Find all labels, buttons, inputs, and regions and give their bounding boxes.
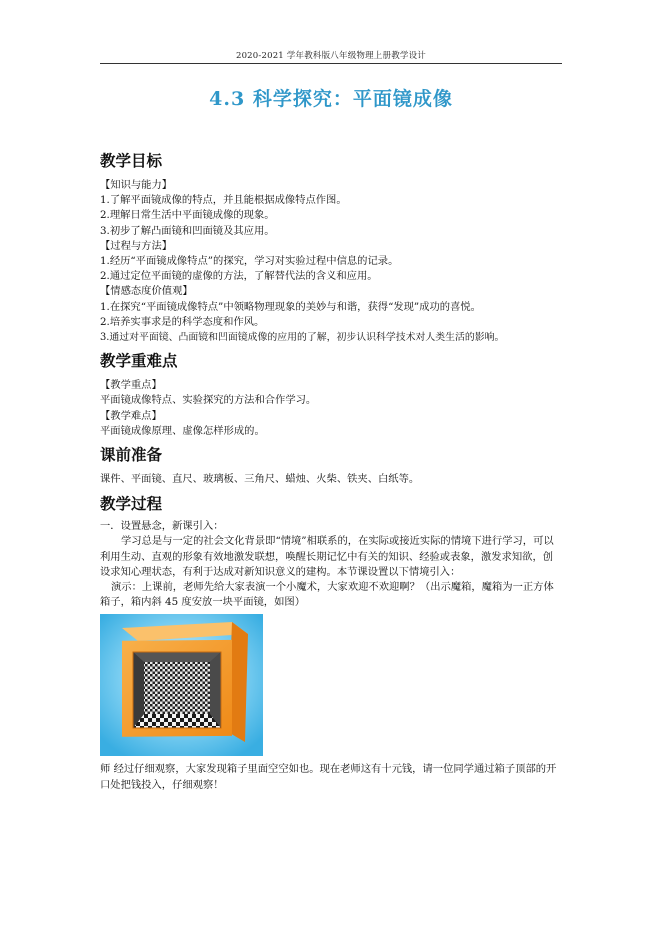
demo-paragraph — [100, 580, 562, 610]
preparation-text: 课件、平面镜、直尺、玻璃板、三角尺、蜡烛、火柴、铁夹、白纸等。 — [100, 473, 420, 486]
demo-paragraph-text: 演示：上课前，老师先给大家表演一个小魔术，大家欢迎不欢迎啊？（出示魔箱，魔箱为一正方体箱子，箱内斜 45 度安放一块平面镜，如图） — [100, 581, 554, 609]
document-title: 4.3 科学探究：平面镜成像 — [209, 88, 453, 110]
process-step-1: 一．设置悬念，新课引入： — [100, 520, 224, 533]
section-heading-goals: 教学目标 — [100, 152, 163, 170]
intro-paragraph-text: 学习总是与一定的社会文化背景即“情境”相联系的，在实际或接近实际的情境下进行学习，可以利用生动、直观的形象有效地激发联想，唤醒长期记忆中有关的知识、经验或表象，激发求知欲，创设求知心理状态，有利于达成对新知识意义的建构。本节课设置以下情境引入： — [100, 535, 554, 578]
process-item: 2.通过定位平面镜的虚像的方法，了解替代法的含义和应用。 — [100, 270, 378, 283]
section-heading-preparation: 课前准备 — [100, 446, 163, 465]
difficulty-label: 【教学难点】 — [100, 409, 162, 422]
knowledge-item: 1.了解平面镜成像的特点，并且能根据成像特点作图。 — [100, 194, 347, 207]
magic-box-image — [100, 614, 263, 756]
running-header: 2020-2021 学年教科版八年级物理上册教学设计 — [235, 51, 427, 61]
focus-text: 平面镜成像特点、实验探究的方法和合作学习。 — [100, 394, 317, 407]
knowledge-item: 2.理解日常生活中平面镜成像的现象。 — [100, 209, 275, 222]
intro-paragraph — [100, 534, 562, 580]
attitude-item: 2.培养实事求是的科学态度和作风。 — [100, 315, 265, 328]
attitude-item: 3.通过对平面镜、凸面镜和凹面镜成像的应用的了解，初步认识科学技术对人类生活的影响。 — [100, 332, 505, 344]
attitude-label: 【情感态度价值观】 — [100, 285, 193, 298]
difficulty-text: 平面镜成像原理、虚像怎样形成的。 — [100, 424, 265, 437]
knowledge-label: 【知识与能力】 — [100, 179, 173, 191]
teacher-paragraph: 师 经过仔细观察，大家发现箱子里面空空如也。现在老师这有十元钱，请一位同学通过箱子顶部的开口处把钱投入，仔细观察！ — [100, 763, 557, 791]
process-label: 【过程与方法】 — [100, 239, 173, 252]
knowledge-item: 3.初步了解凸面镜和凹面镜及其应用。 — [100, 224, 275, 237]
focus-label: 【教学重点】 — [100, 379, 162, 392]
attitude-item: 1.在探究“平面镜成像特点”中领略物理现象的美妙与和谐，获得“发现”成功的喜悦。 — [100, 300, 481, 313]
section-heading-key-points: 教学重难点 — [100, 352, 178, 371]
header-rule — [100, 63, 562, 64]
process-item: 1.经历“平面镜成像特点”的探究，学习对实验过程中信息的记录。 — [100, 255, 399, 268]
magic-box-illustration — [100, 614, 263, 756]
section-heading-process: 教学过程 — [100, 495, 163, 514]
document-body — [100, 150, 562, 793]
